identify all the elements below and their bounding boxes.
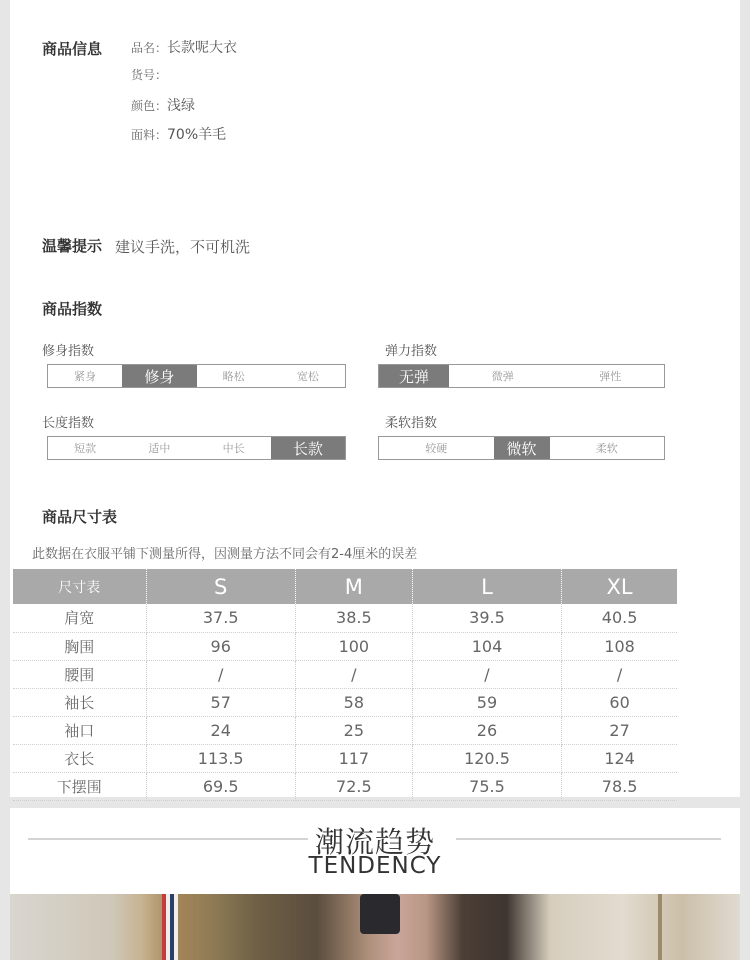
bag-strap bbox=[162, 894, 178, 960]
length-index-label: 长度指数 bbox=[42, 416, 95, 431]
table-cell: 40.5 bbox=[562, 604, 677, 632]
row-label: 肩宽 bbox=[13, 604, 146, 632]
fit-index-bar bbox=[47, 364, 346, 388]
table-cell: 108 bbox=[562, 632, 677, 660]
table-cell: 100 bbox=[295, 632, 412, 660]
product-info-title: 商品信息 bbox=[42, 40, 103, 58]
table-cell: / bbox=[562, 660, 677, 688]
header-cell: L bbox=[412, 569, 561, 604]
table-row bbox=[13, 744, 677, 772]
size-table bbox=[13, 569, 677, 801]
table-cell: 120.5 bbox=[412, 744, 561, 772]
table-cell: 26 bbox=[412, 716, 561, 744]
fit-option-selected: 修身 bbox=[122, 365, 196, 387]
table-row bbox=[13, 604, 677, 632]
length-index-bar bbox=[47, 436, 346, 460]
table-cell: 38.5 bbox=[295, 604, 412, 632]
table-cell: 96 bbox=[146, 632, 295, 660]
table-cell: 78.5 bbox=[562, 772, 677, 800]
care-tip-text: 建议手洗，不可机洗 bbox=[115, 238, 251, 256]
softness-index-label: 柔软指数 bbox=[385, 416, 438, 431]
trend-title-cn: 潮流趋势 bbox=[314, 825, 435, 859]
table-cell: 117 bbox=[295, 744, 412, 772]
table-cell: 72.5 bbox=[295, 772, 412, 800]
phone-shape bbox=[360, 894, 400, 934]
table-cell: 25 bbox=[295, 716, 412, 744]
tips-title: 温馨提示 bbox=[42, 237, 103, 255]
elasticity-index-bar bbox=[378, 364, 665, 388]
table-cell: / bbox=[412, 660, 561, 688]
indices-title: 商品指数 bbox=[42, 300, 103, 318]
elasticity-index-label: 弹力指数 bbox=[385, 344, 438, 359]
table-cell: 24 bbox=[146, 716, 295, 744]
length-option: 适中 bbox=[148, 442, 171, 455]
softness-index-bar bbox=[378, 436, 665, 460]
product-sku-line: 货号： bbox=[131, 68, 168, 82]
length-option: 短款 bbox=[74, 442, 97, 455]
product-color-line: 颜色：浅绿 bbox=[131, 98, 196, 114]
measurement-note: 此数据在衣服平铺下测量所得，因测量方法不同会有2-4厘米的误差 bbox=[32, 547, 418, 562]
header-cell: M bbox=[295, 569, 412, 604]
trend-title-en: TENDENCY bbox=[308, 853, 442, 879]
product-fabric-line: 面料：70%羊毛 bbox=[131, 127, 227, 143]
table-cell: 60 bbox=[562, 688, 677, 716]
table-row bbox=[13, 632, 677, 660]
header-cell: 尺寸表 bbox=[13, 569, 146, 604]
size-chart-title: 商品尺寸表 bbox=[42, 508, 118, 526]
elasticity-option: 微弹 bbox=[491, 370, 514, 383]
table-cell: 124 bbox=[562, 744, 677, 772]
table-cell: 59 bbox=[412, 688, 561, 716]
softness-option: 较硬 bbox=[425, 442, 448, 455]
row-label: 胸围 bbox=[13, 632, 146, 660]
table-row bbox=[13, 716, 677, 744]
fit-index-label: 修身指数 bbox=[42, 344, 95, 359]
table-cell: 113.5 bbox=[146, 744, 295, 772]
length-option-selected: 长款 bbox=[271, 437, 345, 459]
product-name-line: 品名：长款呢大衣 bbox=[131, 40, 238, 56]
table-row bbox=[13, 660, 677, 688]
model-photo bbox=[10, 894, 740, 960]
header-cell: S bbox=[146, 569, 295, 604]
elasticity-option-selected: 无弹 bbox=[379, 365, 449, 387]
row-label: 袖口 bbox=[13, 716, 146, 744]
table-cell: 39.5 bbox=[412, 604, 561, 632]
table-cell: 104 bbox=[412, 632, 561, 660]
frame-edge bbox=[658, 894, 662, 960]
table-cell: 27 bbox=[562, 716, 677, 744]
softness-option-selected: 微软 bbox=[494, 437, 550, 459]
table-row bbox=[13, 772, 677, 800]
table-cell: 75.5 bbox=[412, 772, 561, 800]
row-label: 衣长 bbox=[13, 744, 146, 772]
table-cell: 58 bbox=[295, 688, 412, 716]
table-row bbox=[13, 688, 677, 716]
table-cell: 37.5 bbox=[146, 604, 295, 632]
row-label: 袖长 bbox=[13, 688, 146, 716]
fit-option: 略松 bbox=[222, 370, 245, 383]
size-table-header bbox=[13, 569, 677, 604]
table-cell: 69.5 bbox=[146, 772, 295, 800]
elasticity-option: 弹性 bbox=[599, 370, 622, 383]
table-cell: / bbox=[295, 660, 412, 688]
softness-option: 柔软 bbox=[595, 442, 618, 455]
length-option: 中长 bbox=[222, 442, 245, 455]
table-cell: 57 bbox=[146, 688, 295, 716]
fit-option: 紧身 bbox=[74, 370, 97, 383]
fit-option: 宽松 bbox=[296, 370, 319, 383]
row-label: 下摆围 bbox=[13, 772, 146, 800]
table-cell: / bbox=[146, 660, 295, 688]
header-cell: XL bbox=[562, 569, 677, 604]
row-label: 腰围 bbox=[13, 660, 146, 688]
